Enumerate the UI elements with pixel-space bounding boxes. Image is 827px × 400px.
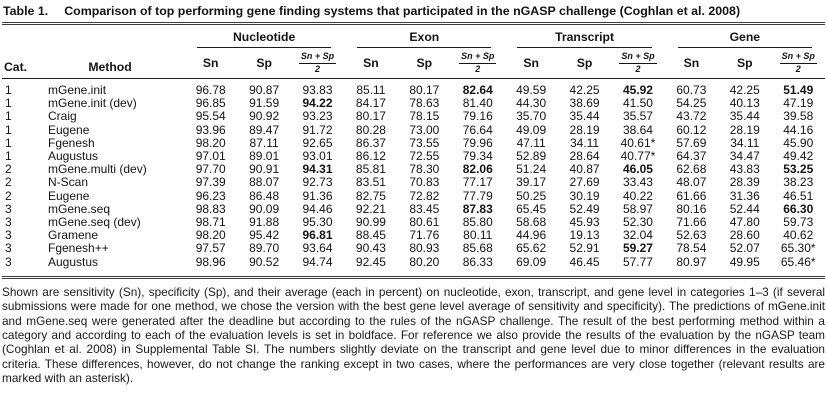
value-cell: 98.20 xyxy=(195,228,226,243)
value-cell: 42.25 xyxy=(569,83,600,97)
value-cell: 95.30 xyxy=(302,215,333,230)
value-cell: 52.91 xyxy=(569,241,600,256)
value-cell: 91.59 xyxy=(249,96,280,111)
value-cell: 90.99 xyxy=(355,215,386,230)
value-cell: 59.73 xyxy=(783,215,814,230)
value-cell: 43.72 xyxy=(676,109,707,124)
value-cell: 98.96 xyxy=(195,254,226,269)
row-method: Fgenesh++ xyxy=(48,241,109,256)
group-header-nucleotide: Nucleotide xyxy=(184,25,344,48)
value-cell: 93.01 xyxy=(302,149,333,164)
table-row xyxy=(2,124,825,137)
value-cell: 44.96 xyxy=(516,228,547,243)
value-cell: 88.45 xyxy=(355,228,386,243)
value-cell: 57.69 xyxy=(676,135,707,150)
value-cell: 47.19 xyxy=(783,96,814,111)
value-cell: 90.87 xyxy=(249,83,280,97)
value-cell: 97.39 xyxy=(195,175,226,190)
value-cell: 33.43 xyxy=(622,175,653,190)
value-cell: 61.66 xyxy=(676,188,707,203)
value-cell: 45.92 xyxy=(622,83,653,97)
value-cell: 76.64 xyxy=(462,122,493,137)
value-cell: 49.09 xyxy=(516,122,547,137)
row-category: 3 xyxy=(5,254,12,269)
value-cell: 97.70 xyxy=(195,162,226,177)
value-cell: 32.04 xyxy=(622,228,653,243)
col-header-avg xyxy=(451,48,504,79)
value-cell: 71.76 xyxy=(409,228,440,243)
col-header-avg xyxy=(771,48,825,79)
value-cell: 38.23 xyxy=(783,175,814,190)
value-cell: 58.68 xyxy=(516,215,547,230)
col-header-sp: Sp xyxy=(718,48,771,79)
value-cell: 57.77 xyxy=(622,254,653,269)
value-cell: 65.62 xyxy=(516,241,547,256)
value-cell: 80.20 xyxy=(409,254,440,269)
value-cell: 71.66 xyxy=(676,215,707,230)
value-cell: 38.69 xyxy=(569,96,600,111)
table-header xyxy=(2,25,825,79)
row-method: Gramene xyxy=(48,228,99,243)
value-cell: 90.43 xyxy=(355,241,386,256)
value-cell: 84.17 xyxy=(355,96,386,111)
value-cell: 93.64 xyxy=(302,241,333,256)
value-cell: 79.34 xyxy=(462,149,493,164)
row-category: 1 xyxy=(5,135,12,150)
value-cell: 86.37 xyxy=(355,135,386,150)
value-cell: 65.45 xyxy=(516,201,547,216)
value-cell: 98.20 xyxy=(195,135,226,150)
value-cell: 69.09 xyxy=(516,254,547,269)
value-cell: 58.97 xyxy=(622,201,653,216)
value-cell: 60.12 xyxy=(676,122,707,137)
value-cell: 80.11 xyxy=(463,228,493,243)
value-cell: 52.49 xyxy=(569,201,600,216)
row-method: Craig xyxy=(48,109,77,124)
value-cell: 49.95 xyxy=(729,254,760,269)
table-row xyxy=(2,176,825,189)
value-cell: 79.16 xyxy=(462,109,493,124)
group-header-row xyxy=(2,25,825,48)
table-body xyxy=(2,79,825,273)
value-cell: 72.55 xyxy=(409,149,440,164)
value-cell: 52.30 xyxy=(622,215,653,230)
value-cell: 85.68 xyxy=(462,241,493,256)
group-header-gene: Gene xyxy=(665,25,825,48)
value-cell: 73.00 xyxy=(409,122,440,137)
value-cell: 83.45 xyxy=(409,201,440,216)
value-cell: 49.59 xyxy=(516,83,547,97)
value-cell: 77.17 xyxy=(462,175,493,190)
value-cell: 86.12 xyxy=(355,149,386,164)
value-cell: 77.79 xyxy=(462,188,493,203)
value-cell: 52.63 xyxy=(676,228,707,243)
value-cell: 72.82 xyxy=(409,188,440,203)
col-header-method: Method xyxy=(36,25,184,79)
value-cell: 90.52 xyxy=(249,254,280,269)
col-header-sn: Sn xyxy=(504,48,557,79)
value-cell: 34.11 xyxy=(730,135,760,150)
value-cell: 45.90 xyxy=(783,135,814,150)
table-row xyxy=(2,79,825,98)
row-method: mGene.init xyxy=(48,83,107,97)
value-cell: 96.85 xyxy=(195,96,226,111)
value-cell: 35.57 xyxy=(622,109,653,124)
value-cell: 70.83 xyxy=(409,175,440,190)
value-cell: 94.22 xyxy=(302,96,333,111)
value-cell: 86.48 xyxy=(249,188,280,203)
value-cell: 27.69 xyxy=(569,175,600,190)
value-cell: 53.25 xyxy=(783,162,814,177)
value-cell: 93.23 xyxy=(302,109,333,124)
value-cell: 60.73 xyxy=(676,83,707,97)
row-category: 2 xyxy=(5,162,12,177)
value-cell: 89.70 xyxy=(249,241,280,256)
value-cell: 90.91 xyxy=(249,162,280,177)
value-cell: 96.81 xyxy=(302,228,333,243)
value-cell: 28.60 xyxy=(729,228,760,243)
row-category: 2 xyxy=(5,175,12,190)
value-cell: 82.06 xyxy=(462,162,493,177)
col-header-sp: Sp xyxy=(558,48,611,79)
value-cell: 28.19 xyxy=(569,122,600,137)
value-cell: 49.42 xyxy=(783,149,814,164)
value-cell: 47.80 xyxy=(729,215,760,230)
row-method: mGene.init (dev) xyxy=(48,96,137,111)
value-cell: 31.36 xyxy=(729,188,760,203)
value-cell: 80.17 xyxy=(409,83,440,97)
value-cell: 35.70 xyxy=(516,109,547,124)
value-cell: 34.47 xyxy=(729,149,760,164)
value-cell: 47.11 xyxy=(516,135,546,150)
value-cell: 79.96 xyxy=(462,135,493,150)
value-cell: 46.05 xyxy=(622,162,653,177)
value-cell: 91.88 xyxy=(249,215,280,230)
value-cell: 89.47 xyxy=(249,122,280,137)
row-category: 3 xyxy=(5,201,12,216)
value-cell: 92.65 xyxy=(302,135,333,150)
value-cell: 42.25 xyxy=(729,83,760,97)
col-header-sp: Sp xyxy=(398,48,451,79)
value-cell: 52.07 xyxy=(729,241,760,256)
value-cell: 98.71 xyxy=(195,215,226,230)
value-cell: 35.44 xyxy=(569,109,600,124)
value-cell: 89.01 xyxy=(249,149,280,164)
value-cell: 92.45 xyxy=(355,254,386,269)
row-category: 2 xyxy=(5,188,12,203)
row-method: Fgenesh xyxy=(48,135,95,150)
value-cell: 73.55 xyxy=(409,135,440,150)
table-footnote: Shown are sensitivity (Sn), specificity (Sp), and their average (each in percent) on nucleotide, exon, transcript, and gene level in categories 1–3 (if several submissions were made for one method, we chose the version with the best gene level average of sensitivity and specificity). The predictions of mGene.init and mGene.seq were generated after the deadline but according to the rules of the nGASP challenge. The result of the best performing method within a category and according to each of the evaluation levels is set in boldface. For reference we also provide the results of the evaluation by the nGASP team (Coghlan et al. 2008) in Supplemental Table SI. The numbers slightly deviate on the transcript and gene level due to minor differences in the evaluation criteria. These differences, however, do not change the ranking except in two cases, where the performances are very close together (relevant results are marked with an asterisk). xyxy=(2,284,825,386)
table-row xyxy=(2,190,825,203)
avg-fraction: $\frac{Sn + Sp}{2}$ xyxy=(781,51,815,74)
col-header-sn: Sn xyxy=(184,48,237,79)
value-cell: 80.97 xyxy=(676,254,707,269)
value-cell: 46.51 xyxy=(783,188,814,203)
value-cell: 97.01 xyxy=(195,149,226,164)
value-cell: 40.87 xyxy=(569,162,600,177)
value-cell: 85.11 xyxy=(356,83,386,97)
value-cell: 91.72 xyxy=(302,122,333,137)
value-cell: 40.77* xyxy=(620,149,656,164)
value-cell: 94.46 xyxy=(302,201,333,216)
row-category: 1 xyxy=(5,96,12,111)
value-cell: 93.96 xyxy=(195,122,226,137)
row-category: 1 xyxy=(5,109,12,124)
row-category: 1 xyxy=(5,122,12,137)
value-cell: 64.37 xyxy=(676,149,707,164)
value-cell: 43.83 xyxy=(729,162,760,177)
value-cell: 30.19 xyxy=(569,188,600,203)
value-cell: 91.36 xyxy=(302,188,333,203)
value-cell: 28.39 xyxy=(729,175,760,190)
value-cell: 44.16 xyxy=(783,122,814,137)
row-category: 1 xyxy=(5,83,12,97)
value-cell: 34.11 xyxy=(569,135,600,150)
value-cell: 83.51 xyxy=(355,175,386,190)
value-cell: 65.30* xyxy=(780,241,816,256)
value-cell: 40.61* xyxy=(620,135,656,150)
col-header-sn: Sn xyxy=(344,48,397,79)
table-title xyxy=(2,2,825,19)
row-method: Eugene xyxy=(48,188,90,203)
value-cell: 48.07 xyxy=(676,175,707,190)
row-category: 1 xyxy=(5,149,12,164)
value-cell: 82.75 xyxy=(355,188,386,203)
value-cell: 40.22 xyxy=(622,188,653,203)
col-header-avg xyxy=(611,48,664,79)
row-method: mGene.multi (dev) xyxy=(48,162,147,177)
value-cell: 88.07 xyxy=(249,175,280,190)
value-cell: 90.09 xyxy=(249,201,280,216)
value-cell: 80.28 xyxy=(355,122,386,137)
value-cell: 78.30 xyxy=(409,162,440,177)
value-cell: 87.11 xyxy=(249,135,279,150)
avg-fraction: $\frac{Sn + Sp}{2}$ xyxy=(621,51,655,74)
value-cell: 93.83 xyxy=(302,83,333,97)
value-cell: 82.64 xyxy=(462,83,493,97)
value-cell: 52.44 xyxy=(729,201,760,216)
value-cell: 59.27 xyxy=(622,241,653,256)
value-cell: 80.61 xyxy=(409,215,440,230)
value-cell: 96.23 xyxy=(195,188,226,203)
value-cell: 51.24 xyxy=(516,162,547,177)
row-category: 3 xyxy=(5,241,12,256)
value-cell: 28.64 xyxy=(569,149,600,164)
value-cell: 96.78 xyxy=(195,83,226,97)
value-cell: 87.83 xyxy=(462,201,493,216)
avg-fraction: $\frac{Sn + Sp}{2}$ xyxy=(300,51,335,74)
group-header-transcript: Transcript xyxy=(504,25,664,48)
value-cell: 28.19 xyxy=(729,122,760,137)
value-cell: 85.80 xyxy=(462,215,493,230)
value-cell: 19.13 xyxy=(569,228,600,243)
value-cell: 51.49 xyxy=(783,83,814,97)
table-row xyxy=(2,256,825,273)
value-cell: 94.31 xyxy=(302,162,333,177)
value-cell: 39.17 xyxy=(516,175,547,190)
col-header-cat: Cat. xyxy=(2,25,36,79)
value-cell: 44.30 xyxy=(516,96,547,111)
row-category: 3 xyxy=(5,215,12,230)
value-cell: 52.89 xyxy=(516,149,547,164)
col-header-sp: Sp xyxy=(237,48,290,79)
value-cell: 65.46* xyxy=(780,254,816,269)
value-cell: 80.17 xyxy=(355,109,386,124)
value-cell: 40.62 xyxy=(783,228,814,243)
value-cell: 78.63 xyxy=(409,96,440,111)
value-cell: 50.25 xyxy=(516,188,547,203)
value-cell: 62.68 xyxy=(676,162,707,177)
value-cell: 38.64 xyxy=(622,122,653,137)
value-cell: 46.45 xyxy=(569,254,600,269)
value-cell: 81.40 xyxy=(462,96,493,111)
value-cell: 41.50 xyxy=(622,96,653,111)
group-header-exon: Exon xyxy=(344,25,504,48)
value-cell: 66.30 xyxy=(783,201,814,216)
col-header-sn: Sn xyxy=(665,48,718,79)
row-method: Eugene xyxy=(48,122,90,137)
value-cell: 40.13 xyxy=(729,96,760,111)
value-cell: 95.42 xyxy=(249,228,280,243)
value-cell: 95.54 xyxy=(195,109,226,124)
avg-fraction: $\frac{Sn + Sp}{2}$ xyxy=(461,51,495,74)
bottom-rule xyxy=(2,276,825,279)
value-cell: 35.44 xyxy=(729,109,760,124)
value-cell: 80.16 xyxy=(676,201,707,216)
col-header-avg xyxy=(291,48,344,79)
value-cell: 92.21 xyxy=(355,201,386,216)
table-title-text: Comparison of top performing gene finding systems that participated in the nGASP challenge (Coghlan et al. 2008) xyxy=(64,4,741,18)
value-cell: 94.74 xyxy=(302,254,333,269)
value-cell: 85.81 xyxy=(355,162,386,177)
value-cell: 86.33 xyxy=(462,254,493,269)
table-title-label: Table 1. xyxy=(3,4,49,18)
value-cell: 78.54 xyxy=(676,241,707,256)
value-cell: 78.15 xyxy=(409,109,440,124)
value-cell: 45.93 xyxy=(569,215,600,230)
row-method: Augustus xyxy=(48,254,99,269)
row-method: N-Scan xyxy=(48,175,89,190)
value-cell: 39.58 xyxy=(783,109,814,124)
results-table xyxy=(2,25,825,273)
value-cell: 92.73 xyxy=(302,175,333,190)
row-method: Augustus xyxy=(48,149,99,164)
value-cell: 97.57 xyxy=(195,241,226,256)
row-method: mGene.seq (dev) xyxy=(48,215,141,230)
value-cell: 98.83 xyxy=(195,201,226,216)
table-row xyxy=(2,242,825,255)
row-category: 3 xyxy=(5,228,12,243)
value-cell: 90.92 xyxy=(249,109,280,124)
value-cell: 54.25 xyxy=(676,96,707,111)
value-cell: 80.93 xyxy=(409,241,440,256)
row-method: mGene.seq xyxy=(48,201,111,216)
table-row xyxy=(2,110,825,123)
